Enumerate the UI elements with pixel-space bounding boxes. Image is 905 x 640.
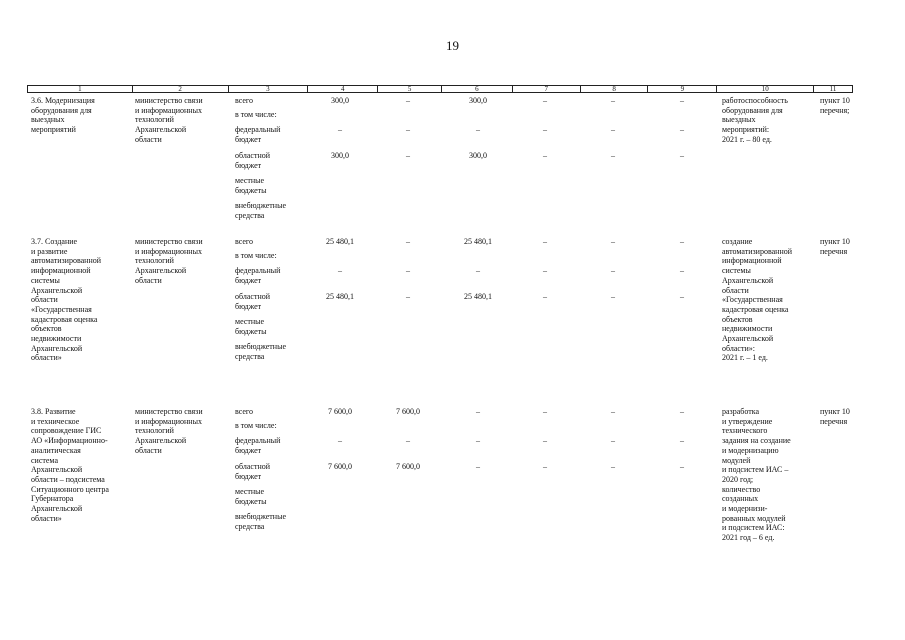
value-total-col6: 300,0 [469, 96, 487, 105]
activity-name: 3.8. Развитие и техническое сопровождение ГИС АО «Информационно- аналитическая система Архангельской области – подсистема Ситуационного центра Губернатора Архангельской области» [31, 407, 109, 523]
executor: министерство связи и информационных технологий Архангельской области [135, 237, 203, 285]
value-total-col4: 7 600,0 [328, 407, 352, 416]
source-including: в том числе: [235, 421, 277, 430]
source-local: местные бюджеты [235, 317, 267, 336]
value-federal-col4: – [338, 266, 342, 275]
value-total-col9: – [680, 407, 684, 416]
value-federal-col9: – [680, 266, 684, 275]
value-total-col8: – [611, 237, 615, 246]
value-regional-col7: – [543, 462, 547, 471]
value-federal-col5: – [406, 266, 410, 275]
value-total-col9: – [680, 237, 684, 246]
value-federal-col9: – [680, 125, 684, 134]
value-federal-col9: – [680, 436, 684, 445]
source-extrabudget: внебюджетные средства [235, 512, 286, 531]
value-regional-col4: 25 480,1 [326, 292, 354, 301]
value-federal-col7: – [543, 266, 547, 275]
value-federal-col8: – [611, 125, 615, 134]
source-total: всего [235, 96, 254, 105]
header-col-5: 5 [378, 86, 442, 92]
expected-result: разработка и утверждение технического задания на создание и модернизацию модулей и подсистем ИАС – 2020 год; количество созданных и модернизи- рованных модулей и подсистем ИАС: 2021 год – 6 ед. [722, 407, 791, 543]
executor: министерство связи и информационных технологий Архангельской области [135, 407, 203, 455]
value-federal-col6: – [476, 125, 480, 134]
source-regional: областной бюджет [235, 462, 271, 481]
value-total-col6: 25 480,1 [464, 237, 492, 246]
value-regional-col7: – [543, 151, 547, 160]
table-header-row [27, 85, 853, 93]
source-regional: областной бюджет [235, 292, 271, 311]
value-total-col9: – [680, 96, 684, 105]
header-col-1: 1 [28, 86, 133, 92]
value-federal-col5: – [406, 436, 410, 445]
value-total-col4: 300,0 [331, 96, 349, 105]
source-federal: федеральный бюджет [235, 125, 281, 144]
header-col-8: 8 [581, 86, 649, 92]
value-federal-col8: – [611, 266, 615, 275]
value-regional-col6: 25 480,1 [464, 292, 492, 301]
expected-result: работоспособность оборудования для выездных мероприятий: 2021 г. – 80 ед. [722, 96, 788, 144]
source-extrabudget: внебюджетные средства [235, 201, 286, 220]
value-total-col8: – [611, 407, 615, 416]
value-total-col5: 7 600,0 [396, 407, 420, 416]
note: пункт 10 перечня [820, 237, 850, 256]
value-regional-col6: 300,0 [469, 151, 487, 160]
value-regional-col5: – [406, 292, 410, 301]
value-regional-col9: – [680, 292, 684, 301]
value-federal-col7: – [543, 125, 547, 134]
value-total-col5: – [406, 237, 410, 246]
value-federal-col4: – [338, 436, 342, 445]
value-total-col8: – [611, 96, 615, 105]
note: пункт 10 перечня [820, 407, 850, 426]
source-total: всего [235, 407, 254, 416]
value-federal-col6: – [476, 266, 480, 275]
page-number: 19 [446, 38, 459, 53]
value-federal-col8: – [611, 436, 615, 445]
value-federal-col5: – [406, 125, 410, 134]
value-regional-col5: 7 600,0 [396, 462, 420, 471]
value-total-col7: – [543, 407, 547, 416]
value-regional-col4: 300,0 [331, 151, 349, 160]
value-federal-col7: – [543, 436, 547, 445]
value-regional-col8: – [611, 292, 615, 301]
value-federal-col6: – [476, 436, 480, 445]
note: пункт 10 перечня; [820, 96, 850, 115]
source-regional: областной бюджет [235, 151, 271, 170]
value-regional-col6: – [476, 462, 480, 471]
value-total-col6: – [476, 407, 480, 416]
header-col-3: 3 [229, 86, 309, 92]
value-regional-col4: 7 600,0 [328, 462, 352, 471]
value-regional-col9: – [680, 462, 684, 471]
value-regional-col9: – [680, 151, 684, 160]
expected-result: создание автоматизированной информационной системы Архангельской области «Государственная кадастровая оценка объектов недвижимости Архангельской области»: 2021 г. – 1 ед. [722, 237, 793, 363]
header-col-2: 2 [133, 86, 229, 92]
header-col-6: 6 [442, 86, 513, 92]
source-extrabudget: внебюджетные средства [235, 342, 286, 361]
header-col-4: 4 [308, 86, 378, 92]
value-total-col5: – [406, 96, 410, 105]
activity-name: 3.6. Модернизация оборудования для выездных мероприятий [31, 96, 95, 135]
source-federal: федеральный бюджет [235, 436, 281, 455]
source-local: местные бюджеты [235, 487, 267, 506]
value-regional-col8: – [611, 151, 615, 160]
source-including: в том числе: [235, 110, 277, 119]
value-regional-col7: – [543, 292, 547, 301]
value-total-col4: 25 480,1 [326, 237, 354, 246]
value-total-col7: – [543, 237, 547, 246]
source-including: в том числе: [235, 251, 277, 260]
source-local: местные бюджеты [235, 176, 267, 195]
executor: министерство связи и информационных технологий Архангельской области [135, 96, 203, 144]
value-regional-col8: – [611, 462, 615, 471]
header-col-10: 10 [717, 86, 814, 92]
source-total: всего [235, 237, 254, 246]
header-col-9: 9 [648, 86, 717, 92]
activity-name: 3.7. Создание и развитие автоматизированной информационной системы Архангельской области «Государственная кадастровая оценка объектов недвижимости Архангельской области» [31, 237, 102, 363]
value-total-col7: – [543, 96, 547, 105]
value-federal-col4: – [338, 125, 342, 134]
header-col-11: 11 [829, 85, 837, 93]
value-regional-col5: – [406, 151, 410, 160]
source-federal: федеральный бюджет [235, 266, 281, 285]
header-col-7: 7 [513, 86, 581, 92]
